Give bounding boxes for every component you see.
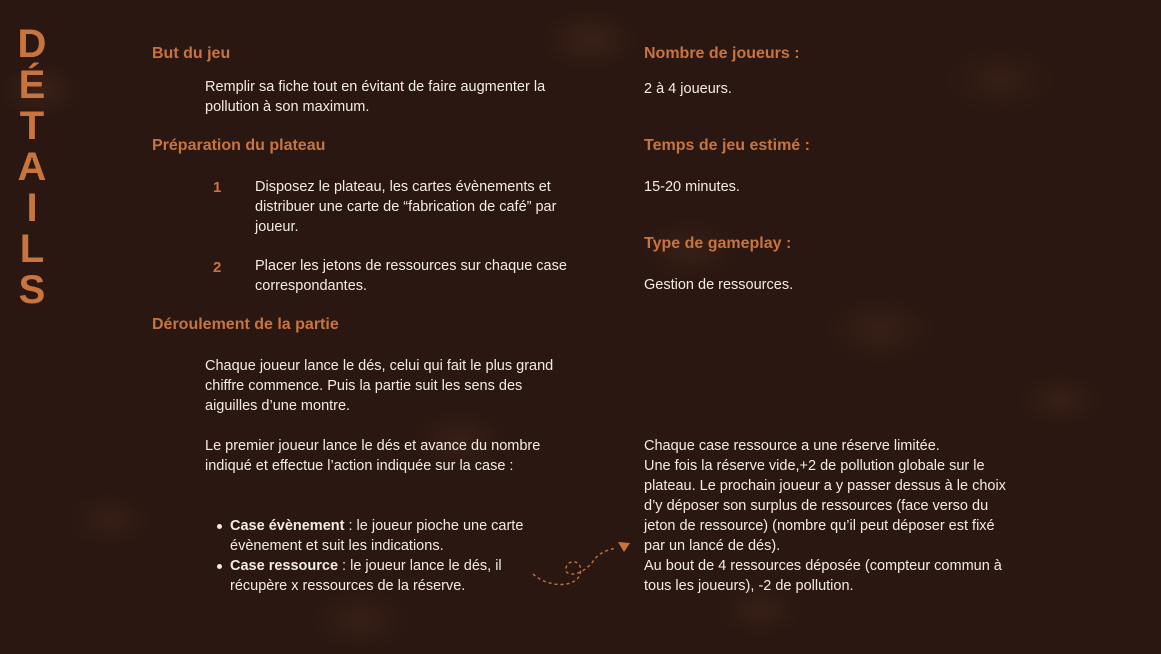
setup-heading: Préparation du plateau — [152, 137, 326, 154]
bullet-text: : le joueur lance le dés, il récupère x ressources de la réserve. — [230, 558, 502, 594]
goal-heading: But du jeu — [152, 45, 231, 62]
bullet-dot — [217, 524, 222, 529]
setup-step-number: 1 — [213, 179, 222, 196]
gameplay-heading: Type de gameplay : — [644, 235, 792, 252]
resource-note: Chaque case ressource a une réserve limitée. Une fois la réserve vide,+2 de pollution globale sur le plateau. Le prochain joueur a y passer dessus à le choix d’y déposer son surplus de ressources (face verso du jeton de ressource) (nombre qu’il peut déposer est fixé par un lancé de dés). Au bout de 4 ressources déposée (compteur commun à tous les joueurs), -2 de pollution. — [644, 438, 1006, 594]
title-letter: S — [18, 268, 46, 312]
list-item — [212, 556, 542, 596]
bullet-label: Case évènement — [230, 518, 345, 534]
duration-heading: Temps de jeu estimé : — [644, 137, 810, 154]
goal-text: Remplir sa fiche tout en évitant de faire augmenter la pollution à son maximum. — [205, 79, 546, 115]
setup-step-text: Placer les jetons de ressources sur chaque case correspondantes. — [255, 258, 567, 294]
title-letter: I — [26, 186, 38, 230]
bullet-text: : le joueur pioche une carte évènement et suit les indications. — [230, 518, 524, 554]
title-letter: A — [17, 145, 47, 189]
title-letter: L — [19, 227, 45, 271]
bullet-label: Case ressource — [230, 558, 339, 574]
title-letter: T — [19, 104, 45, 148]
duration-text: 15-20 minutes. — [644, 179, 740, 195]
play-heading: Déroulement de la partie — [152, 316, 339, 333]
case-type-list — [212, 516, 542, 596]
players-heading: Nombre de joueurs : — [644, 45, 800, 62]
play-paragraph-2: Le premier joueur lance le dés et avance du nombre indiqué et effectue l’action indiquée sur la case : — [205, 438, 541, 474]
vertical-title-details — [14, 24, 50, 311]
gameplay-text: Gestion de ressources. — [644, 277, 794, 293]
play-paragraph-1: Chaque joueur lance le dés, celui qui fait le plus grand chiffre commence. Puis la partie suit les sens des aiguilles d’une montre. — [205, 358, 554, 414]
bullet-dot — [217, 564, 222, 569]
players-text: 2 à 4 joueurs. — [644, 81, 732, 97]
title-letter: D — [17, 22, 47, 66]
setup-step-number: 2 — [213, 259, 222, 276]
title-letter: É — [18, 63, 46, 107]
list-item — [212, 516, 542, 556]
dotted-arrow-icon — [528, 536, 634, 592]
setup-step-text: Disposez le plateau, les cartes évènements et distribuer une carte de “fabrication de café” par joueur. — [255, 179, 557, 235]
